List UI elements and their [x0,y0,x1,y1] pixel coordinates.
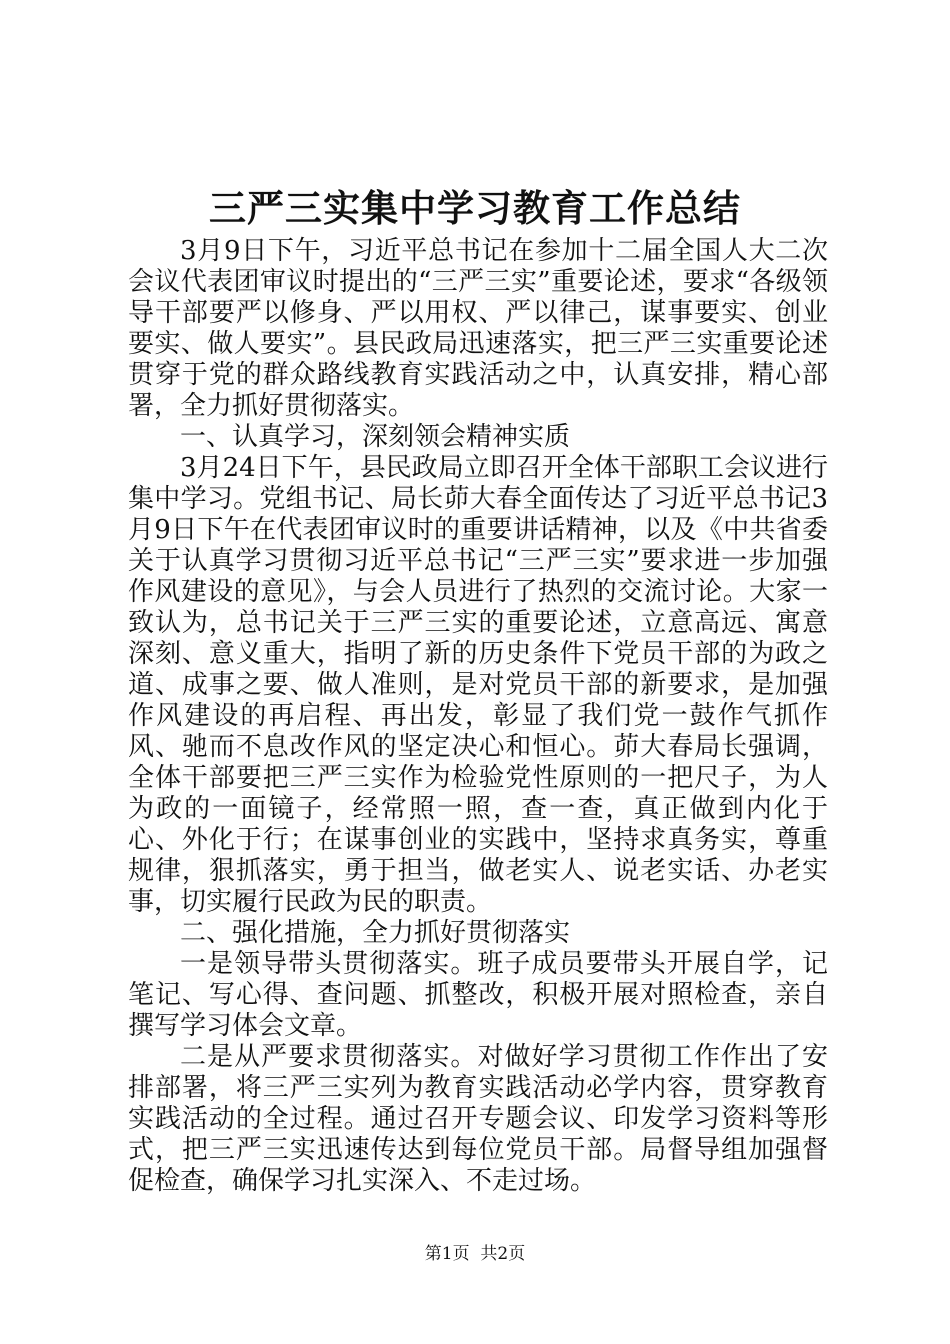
document-title: 三严三实集中学习教育工作总结 [209,186,741,230]
paragraph-intro: 3月9日下午，习近平总书记在参加十二届全国人大二次会议代表团审议时提出的“三严三实”重要论述，要求“各级领导干部要严以修身、严以用权、严以律己，谋事要实、创业要实、做人要实”。县民政局迅速落实，把三严三实重要论述贯穿于党的群众路线教育实践活动之中，认真安排，精心部署，全力抓好贯彻落实。 [128,236,828,421]
page-footer [0,1243,950,1265]
paragraph-section-1: 3月24日下午，县民政局立即召开全体干部职工会议进行集中学习。党组书记、局长茆大春全面传达了习近平总书记3月9日下午在代表团审议时的重要讲话精神，以及《中共省委关于认真学习贯彻习近平总书记“三严三实”要求进一步加强作风建设的意见》，与会人员进行了热烈的交流讨论。大家一致认为，总书记关于三严三实的重要论述，立意高远、寓意深刻、意义重大，指明了新的历史条件下党员干部的为政之道、成事之要、做人准则，是对党员干部的新要求，是加强作风建设的再启程、再出发，彰显了我们党一鼓作气抓作风、驰而不息改作风的坚定决心和恒心。茆大春局长强调，全体干部要把三严三实作为检验党性原则的一把尺子，为人为政的一面镜子，经常照一照，查一查，真正做到内化于心、外化于行；在谋事创业的实践中，坚持求真务实，尊重规律，狠抓落实，勇于担当，做老实人、说老实话、办老实事，切实履行民政为民的职责。 [128,453,828,917]
document-body [128,236,828,1197]
paragraph-measure-2: 二是从严要求贯彻落实。对做好学习贯彻工作作出了安排部署，将三严三实列为教育实践活动必学内容，贯穿教育实践活动的全过程。通过召开专题会议、印发学习资料等形式，把三严三实迅速传达到每位党员干部。局督导组加强督促检查，确保学习扎实深入、不走过场。 [128,1042,828,1196]
page-number: 第1页 [424,1244,470,1264]
section-heading-2: 二、强化措施，全力抓好贯彻落实 [180,918,571,948]
section-heading-1: 一、认真学习，深刻领会精神实质 [180,422,571,452]
page-total: 共2页 [480,1244,526,1264]
paragraph-measure-1: 一是领导带头贯彻落实。班子成员要带头开展自学，记笔记、写心得、查问题、抓整改，积极开展对照检查，亲自撰写学习体会文章。 [128,949,828,1041]
